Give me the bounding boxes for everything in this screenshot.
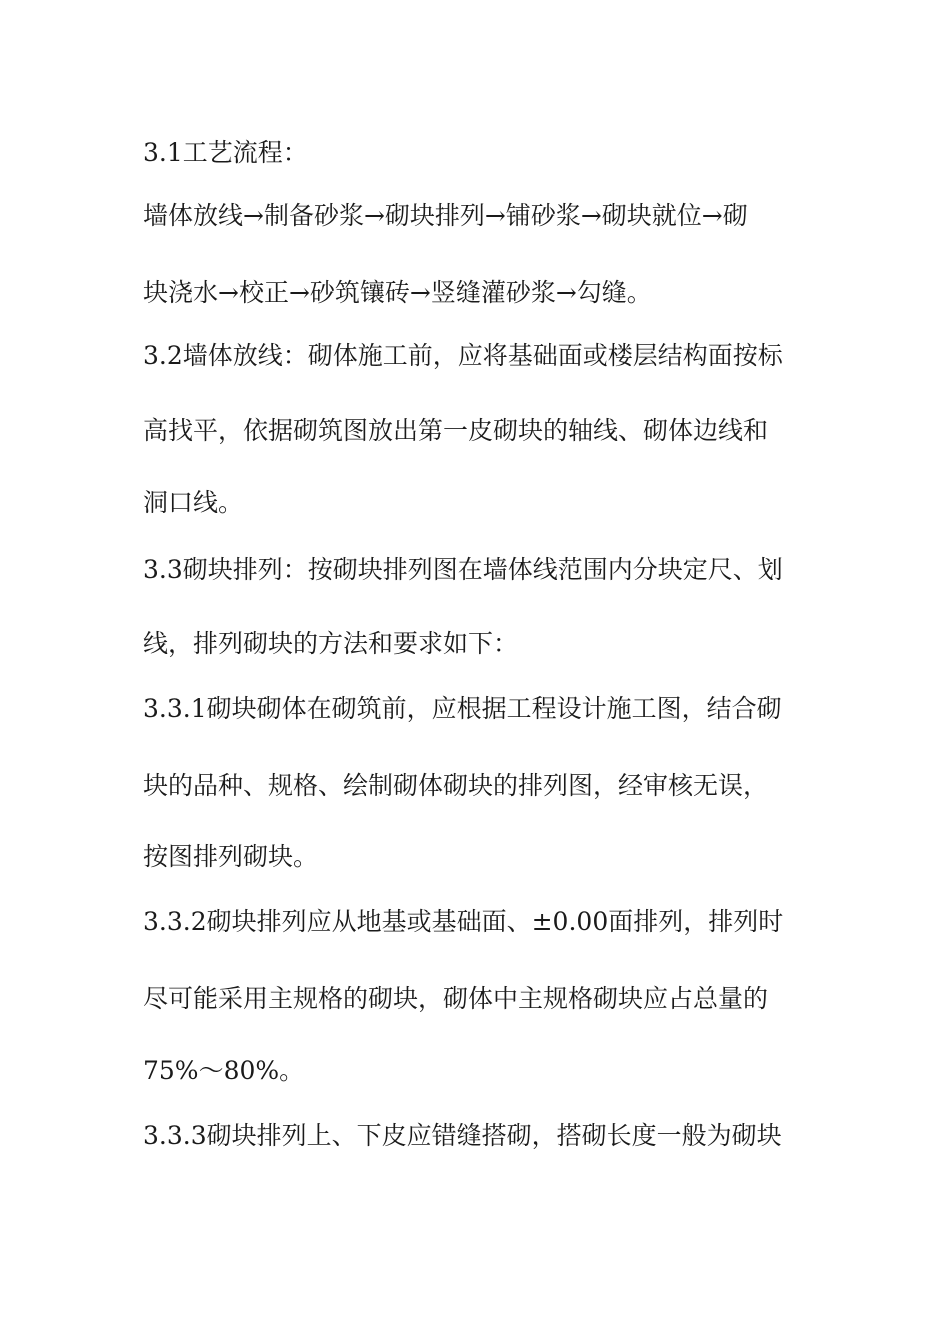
paragraph-line: 按图排列砌块。 (143, 842, 319, 871)
paragraph-line: 75%～80%。 (143, 1056, 305, 1085)
section-3-3-2-paragraph-line: 3.3.2砌块排列应从地基或基础面、±0.00面排列，排列时 (143, 907, 784, 936)
paragraph-line: 线，排列砌块的方法和要求如下： (143, 629, 519, 658)
section-3-3-paragraph-line: 3.3砌块排列：按砌块排列图在墙体线范围内分块定尺、划 (143, 555, 783, 584)
section-3-3-3-paragraph-line: 3.3.3砌块排列上、下皮应错缝搭砌，搭砌长度一般为砌块 (143, 1121, 782, 1150)
paragraph-line: 尽可能采用主规格的砌块，砌体中主规格砌块应占总量的 (143, 984, 769, 1013)
section-3-2-paragraph-line: 3.2墙体放线：砌体施工前，应将基础面或楼层结构面按标 (143, 341, 783, 370)
paragraph-line: 墙体放线→制备砂浆→砌块排列→铺砂浆→砌块就位→砌 (143, 201, 748, 230)
paragraph-line: 高找平，依据砌筑图放出第一皮砌块的轴线、砌体边线和 (143, 416, 769, 445)
paragraph-line: 洞口线。 (143, 488, 244, 517)
section-3-3-1-paragraph-line: 3.3.1砌块砌体在砌筑前，应根据工程设计施工图，结合砌 (143, 694, 782, 723)
paragraph-line: 块的品种、规格、绘制砌体砌块的排列图，经审核无误， (143, 771, 769, 800)
section-3-1-heading: 3.1工艺流程： (143, 138, 308, 167)
paragraph-line: 块浇水→校正→砂筑镶砖→竖缝灌砂浆→勾缝。 (143, 278, 652, 307)
